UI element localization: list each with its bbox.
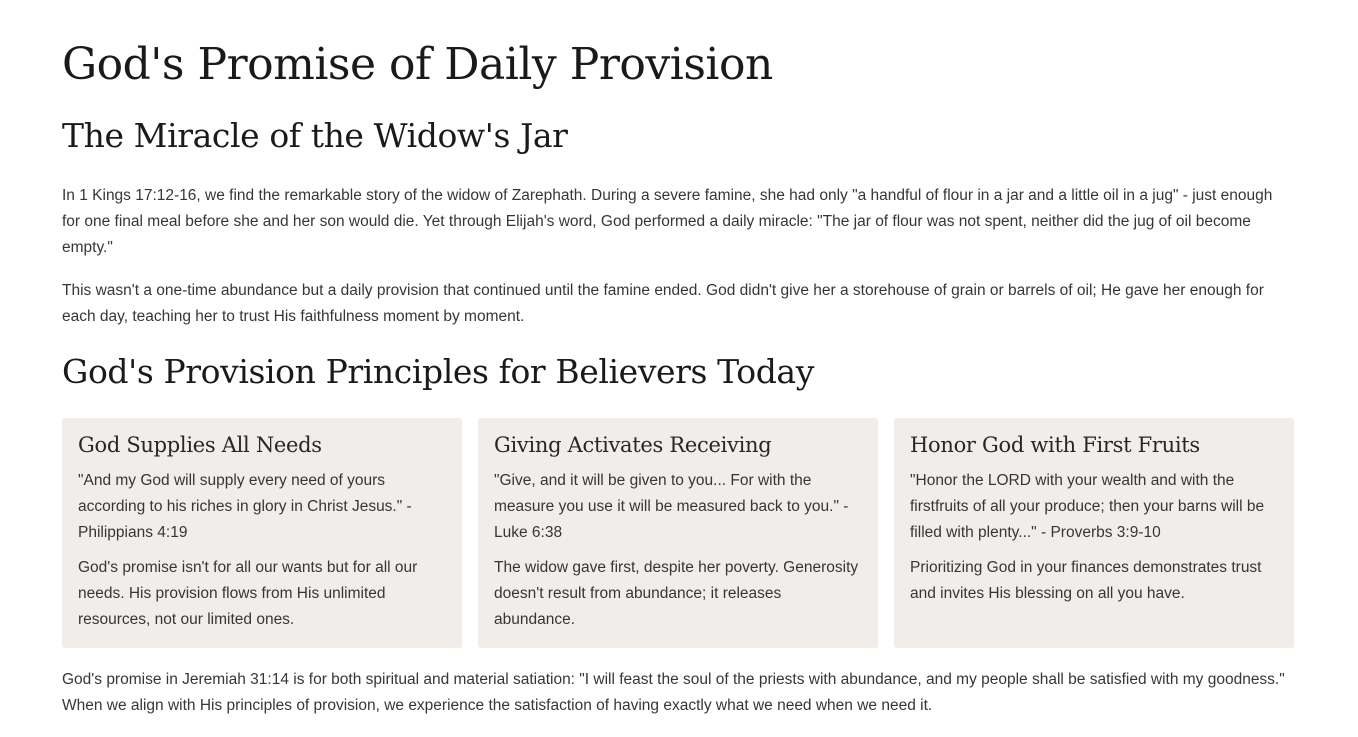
section-heading-principles: God's Provision Principles for Believers Today xyxy=(62,352,814,391)
card-text: Prioritizing God in your finances demonstrates trust and invites His blessing on all you have. xyxy=(910,559,1262,602)
principle-card-supplies-needs xyxy=(62,418,462,648)
card-text: The widow gave first, despite her poverty. Generosity doesn't result from abundance; it releases abundance. xyxy=(494,559,859,628)
page-title: God's Promise of Daily Provision xyxy=(62,39,773,90)
card-title: God Supplies All Needs xyxy=(78,433,322,457)
card-quote: "Give, and it will be given to you... For with the measure you use it will be measured back to you." - Luke 6:38 xyxy=(494,472,849,541)
card-quote: "And my God will supply every need of yours according to his riches in glory in Christ Jesus." - Philippians 4:19 xyxy=(78,472,412,541)
widow-paragraph-1: In 1 Kings 17:12-16, we find the remarkable story of the widow of Zarephath. During a severe famine, she had only "a handful of flour in a jar and a little oil in a jug" - just enough for one final meal before she and her son would die. Yet through Elijah's word, God performed a daily miracle: "The jar of flour was not spent, neither did the jug of oil become empty." xyxy=(62,187,1273,256)
card-title: Giving Activates Receiving xyxy=(494,433,772,457)
section-heading-widow: The Miracle of the Widow's Jar xyxy=(62,116,568,155)
card-title: Honor God with First Fruits xyxy=(910,433,1200,457)
principle-card-giving xyxy=(478,418,878,648)
principle-cards xyxy=(62,418,1294,648)
card-quote: "Honor the LORD with your wealth and with the firstfruits of all your produce; then your barns will be filled with plenty..." - Proverbs 3:9-10 xyxy=(910,472,1265,541)
principle-card-first-fruits xyxy=(894,418,1294,648)
card-text: God's promise isn't for all our wants but for all our needs. His provision flows from His unlimited resources, not our limited ones. xyxy=(78,559,418,628)
widow-paragraph-2: This wasn't a one-time abundance but a daily provision that continued until the famine ended. God didn't give her a storehouse of grain or barrels of oil; He gave her enough for each day, teaching her to trust His faithfulness moment by moment. xyxy=(62,282,1264,325)
closing-paragraph: God's promise in Jeremiah 31:14 is for both spiritual and material satiation: "I will feast the soul of the priests with abundance, and my people shall be satisfied with my goodness." When we align with His principles of provision, we experience the satisfaction of having exactly what we need when we need it. xyxy=(62,671,1285,714)
